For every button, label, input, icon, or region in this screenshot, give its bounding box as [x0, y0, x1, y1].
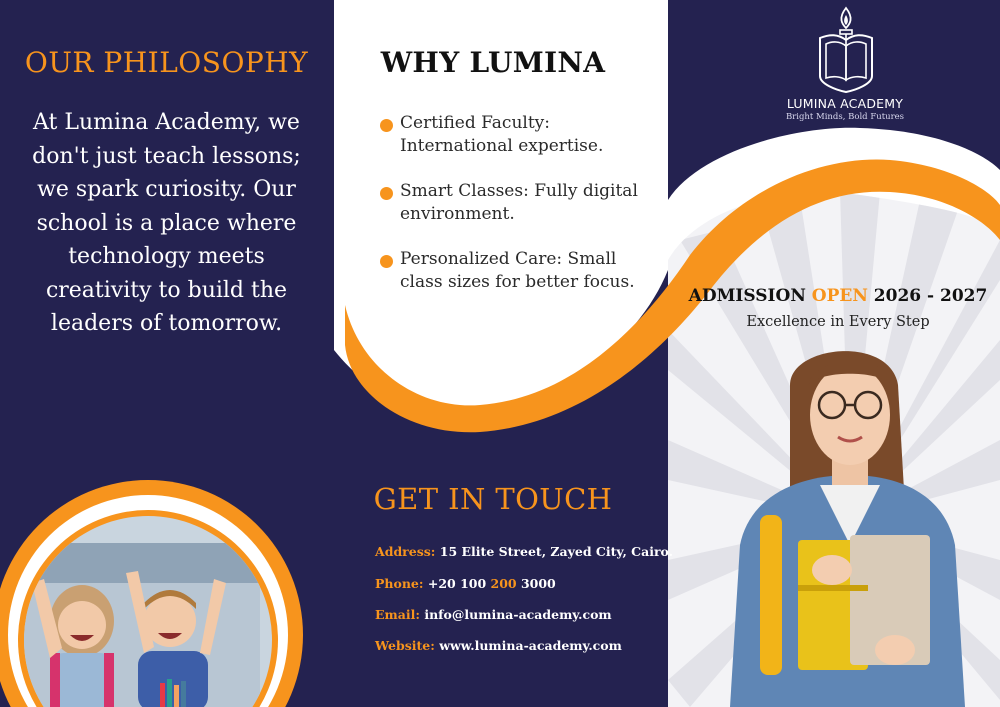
bullet-dot-icon — [380, 255, 393, 268]
brand-name: LUMINA ACADEMY — [786, 96, 904, 111]
admission-open-highlight: OPEN — [811, 286, 868, 306]
admission-title — [676, 286, 1000, 306]
philosophy-text: At Lumina Academy, we don't just teach lessons; we spark curiosity. Our school is a place where technology meets creativity to build the leaders of tomorrow. — [32, 110, 301, 336]
why-item-text: Certified Faculty: International expertise. — [400, 113, 604, 156]
phone-part: +20 100 — [427, 576, 491, 591]
why-list-item — [380, 248, 650, 294]
email-label: Email: — [375, 607, 420, 622]
admission-prefix: ADMISSION — [688, 286, 812, 306]
bullet-dot-icon — [380, 187, 393, 200]
phone-part: 200 — [490, 576, 517, 591]
website-value[interactable]: www.lumina-academy.com — [439, 638, 622, 653]
website-label: Website: — [375, 638, 435, 653]
email-value[interactable]: info@lumina-academy.com — [424, 607, 612, 622]
brand-tagline: Bright Minds, Bold Futures — [785, 112, 905, 122]
why-item-text: Smart Classes: Fully digital environment. — [400, 181, 638, 224]
admission-subtitle: Excellence in Every Step — [746, 314, 930, 330]
why-title: WHY LUMINA — [380, 46, 606, 79]
phone-part: 3000 — [516, 576, 556, 591]
address-value: 15 Elite Street, Zayed City, Cairo. — [439, 544, 674, 559]
contact-email — [375, 607, 612, 622]
contact-title: GET IN TOUCH — [373, 482, 613, 516]
why-list-item — [380, 180, 650, 226]
why-item-text: Personalized Care: Small class sizes for better focus. — [400, 249, 635, 292]
student-photo — [720, 345, 980, 707]
bullet-dot-icon — [380, 119, 393, 132]
philosophy-title: OUR PHILOSOPHY — [24, 46, 309, 79]
admission-years: 2026 - 2027 — [867, 286, 988, 306]
why-list-item — [380, 112, 650, 158]
contact-website — [375, 638, 622, 653]
book-torch-shield-icon — [816, 6, 876, 94]
phone-value[interactable] — [428, 576, 556, 591]
contact-phone — [375, 576, 556, 591]
address-label: Address: — [375, 544, 436, 559]
phone-label: Phone: — [375, 576, 424, 591]
contact-address — [375, 544, 673, 559]
kids-photo — [20, 543, 260, 707]
